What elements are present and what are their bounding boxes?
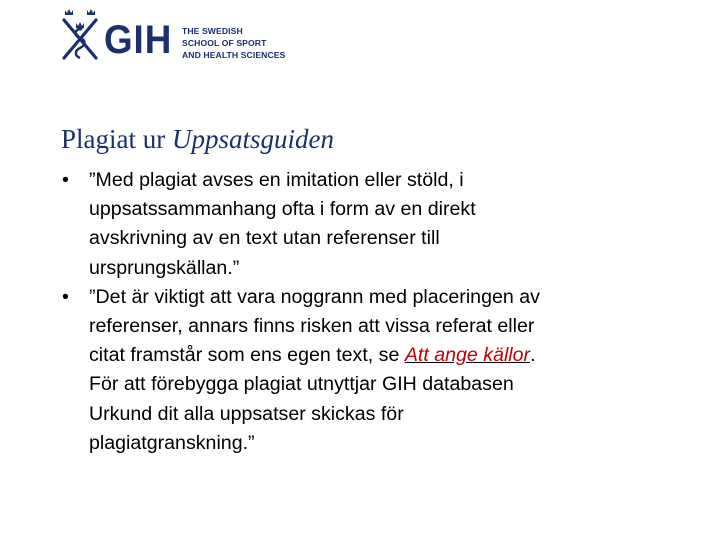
bullet-item — [62, 166, 702, 283]
bullet-text-line: referenser, annars finns risken att vissa referat eller — [89, 315, 535, 338]
bullet-text-line: plagiatgranskning.” — [89, 431, 255, 454]
bullet-list — [62, 166, 702, 458]
bullet-marker: • — [62, 169, 69, 191]
title-emphasis: Uppsatsguiden — [171, 124, 334, 154]
link-line-suffix: . — [530, 344, 536, 367]
crowns-and-caduceus-icon — [56, 6, 104, 66]
bullet-text-line: uppsatssammanhang ofta i form av en direkt — [89, 198, 476, 221]
logo-wordmark: GIH — [104, 18, 173, 62]
logo-tagline-line: SCHOOL OF SPORT — [182, 38, 267, 48]
bullet-text-line: ursprungskällan.” — [89, 256, 240, 279]
bullet-text-line: ”Det är viktigt att vara noggrann med placeringen av — [89, 285, 540, 308]
title-prefix: Plagiat ur — [61, 124, 172, 154]
bullet-item — [62, 283, 702, 458]
att-ange-kallor-link[interactable]: Att ange källor — [404, 344, 531, 367]
bullet-marker: • — [62, 285, 69, 308]
bullet-text-line — [89, 341, 702, 370]
gih-logo — [56, 6, 296, 70]
bullet-text-line: Urkund dit alla uppsatser skickas för — [89, 402, 404, 425]
logo-tagline-line: THE SWEDISH — [182, 26, 243, 36]
bullet-text-line: ”Med plagiat avses en imitation eller stöld, i — [89, 169, 464, 191]
logo-tagline — [182, 25, 285, 61]
bullet-text-line: För att förebygga plagiat utnyttjar GIH databasen — [89, 373, 514, 396]
bullet-text-line: avskrivning av en text utan referenser till — [89, 227, 440, 250]
slide-title — [61, 122, 334, 156]
link-line-prefix: citat framstår som ens egen text, se — [89, 344, 405, 367]
logo-tagline-line: AND HEALTH SCIENCES — [182, 50, 286, 60]
